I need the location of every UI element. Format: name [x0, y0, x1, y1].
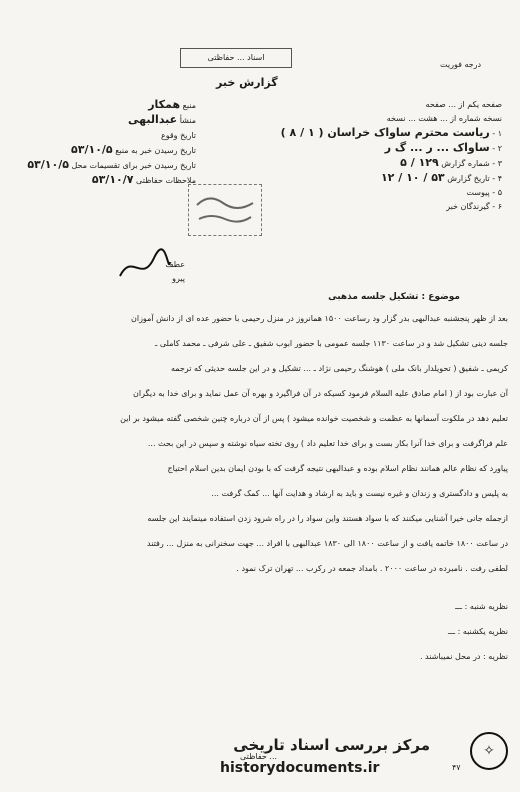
body-text	[10, 306, 508, 581]
right-fields	[280, 98, 502, 214]
body-line: ازجمله جانی خیرا آشنایی میکنند که با سواد هستند واین سواد را در راه شرود زدن استفاده مینمایند این جلسه	[147, 514, 508, 523]
archive-logo	[470, 732, 508, 770]
right-field-recipient-1: ۱ - ریاست محترم ساواک خراسان ( ۱ / ۸ )	[280, 126, 502, 139]
stamp-graphic	[189, 185, 261, 235]
archive-website: historydocuments.ir	[220, 760, 380, 776]
classification-stamp: اسناد ... حفاظتی	[180, 48, 292, 68]
left-field-date-local: تاریخ رسیدن خبر برای تقسیمات محل ۵۳/۱۰/۵	[27, 158, 196, 171]
body-line: جلسه دینی تشکیل شد و در ساعت ۱۱۳۰ جلسه عمومی با حضور ابوب شفیق ـ علی شرفی ـ محمد کاملی ـ	[155, 339, 508, 348]
right-field-receivers: ۶ - گیرندگان خبر	[446, 202, 502, 211]
body-line: بعد از ظهر پنجشنبه عبدالبهی بدر گزار ود رساعت ۱۵۰۰ همانروز در منزل رحیمی با حضور عده ای از دانش آموزان	[130, 314, 508, 323]
body-line: تعلیم دهد در ملکوت آسمانها به عظمت و شخصیت خوانده میشود ) پس از آن درباره چنین شخصی گفته میشود بر این	[120, 414, 508, 423]
left-field-date-occurrence: تاریخ وقوع	[160, 131, 196, 140]
right-field-attachment: ۵ - پیوست	[466, 188, 502, 197]
archive-watermark: مرکز بررسی اسناد تاریخی	[233, 736, 430, 754]
right-field-copy: نسخه شماره از ... هشت ... نسخه	[386, 114, 502, 123]
footer-note: ... حفاظتی	[240, 752, 278, 761]
left-field-security-notes: ملاحظات حفاظتی ۵۳/۱۰/۷	[91, 173, 196, 186]
body-line: آن عبارت بود از ( امام صادق علیه السلام فرمود کسیکه در آن فراگیرد و بهره آن عمل نماید و برای خدا به دیگران	[133, 389, 508, 398]
right-field-report-number: ۳ - شماره گزارش ۱۲۹ / ۵	[400, 156, 502, 169]
routing-box: عطف پیرو	[165, 260, 185, 283]
opinion-row: نظریه شنبه : ـــ	[455, 602, 508, 611]
body-line: کریمی ـ شفیق ( تحویلدار بانک ملی ) هوشنگ رحیمی نژاد ـ ... تشکیل و در این جلسه حدیثی که ترجمه	[170, 364, 508, 373]
body-line: به پلیس و دادگستری و زندان و غیره نیست و باید به ارشاد و هدایت آنها ... کمک گرفت ...	[211, 489, 508, 498]
left-field-source: منبع همکار	[148, 98, 196, 111]
priority-label: درجه فوریت	[440, 60, 482, 69]
document-title: گزارش خبر	[216, 76, 278, 89]
right-field-report-date: ۴ - تاریخ گزارش ۵۳ / ۱۰ / ۱۲	[380, 171, 502, 184]
page-number: ۴۷	[452, 763, 461, 772]
subject-line: موضوع : تشکیل جلسه مذهبی	[328, 292, 460, 302]
right-field-page: صفحه یکم از ... صفحه	[425, 100, 502, 109]
body-line: لطفی رفت . نامبرده در ساعت ۲۰۰۰ . بامداد جمعه در رکرب ... تهران ترک نمود .	[236, 564, 508, 573]
body-line: در ساعت ۱۸۰۰ خاتمه یافت و از ساعت ۱۸۰۰ الی ۱۸۳۰ عبدالبهی با افراد ... جهت سخنرانی به منزل ... رفتند	[147, 539, 508, 548]
opinion-row: نظریه : در محل نمیباشند .	[419, 652, 508, 661]
body-line: علم فراگرفت و برای خدا آنرا بکار بست و برای خدا تعلیم داد ) روی تخته سیاه نوشته و سپس در این بحث ...	[147, 439, 508, 448]
logo-icon: ✧	[483, 743, 495, 759]
left-field-origin: منشأ عبدالبهی	[128, 113, 196, 126]
opinion-row: نظریه یکشنبه : ـــ	[448, 627, 508, 636]
left-field-date-source: تاریخ رسیدن خبر به منبع ۵۳/۱۰/۵	[71, 143, 196, 156]
right-field-recipient-2: ۲ - ساواک ... ر ... گ ر	[384, 141, 502, 154]
central-stamp	[188, 184, 262, 236]
left-fields	[10, 98, 196, 188]
opinions-block	[10, 594, 508, 669]
body-line: پیاورد که نظام عالم همانند نظام اسلام بوده و عبدالبهی نتیجه گرفت که با بودن ایمان بدین اسلام احتیاج	[167, 464, 508, 473]
